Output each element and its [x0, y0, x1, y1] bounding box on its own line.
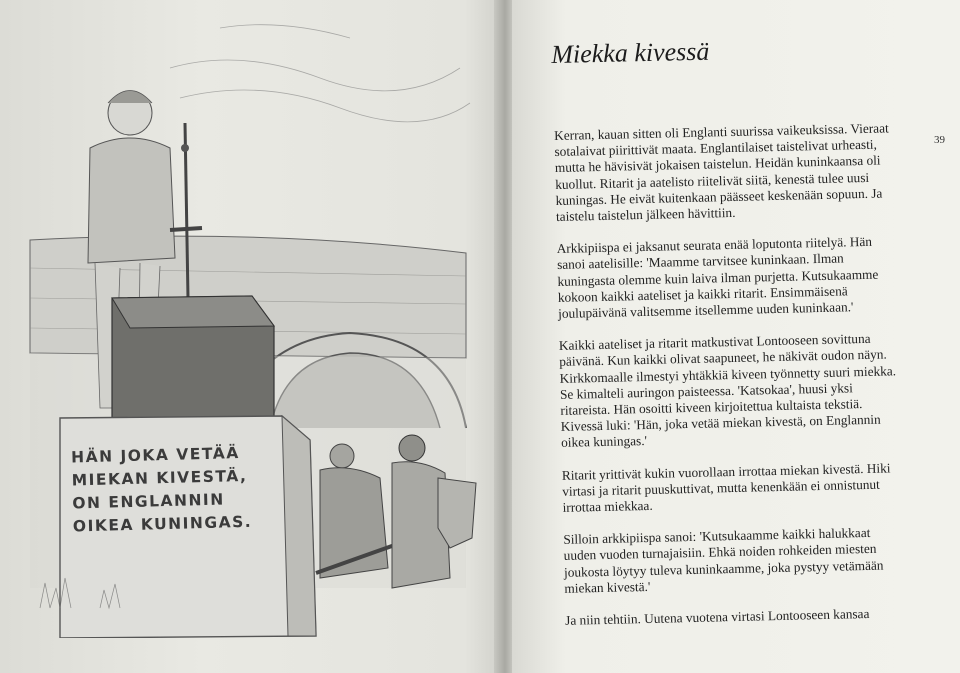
sky-clouds — [170, 25, 470, 122]
paragraph — [562, 459, 935, 516]
stone-inscription — [71, 442, 263, 539]
text-line: irrottaa miekkaa. — [562, 497, 653, 515]
anvil-block — [112, 296, 274, 426]
text-line: kuningas. He eivät kuitenkaan päässeet keskenään sopuun. Ja — [555, 185, 883, 208]
text-line: joukosta löytyy tuleva kuninkaamme, joka pystyy vetämään — [563, 557, 884, 580]
inscription-line: MIEKAN KIVESTÄ, — [71, 466, 248, 490]
text-line: mutta he hävisivät jokaisen taistelun. Heidän kuninkaansa oli — [554, 153, 881, 176]
inscription-line: HÄN JOKA VETÄÄ — [70, 444, 240, 467]
text-line: ritareista. Hän osoitti kiveen kirjoitettua kultaista tekstiä. — [560, 396, 863, 418]
text-line: Kivessä luki: 'Hän, joka vetää miekan kivestä, on Englannin — [560, 411, 881, 435]
paragraph — [554, 120, 928, 226]
text-line: virtasi ja ritarit puuskuttivat, mutta kenenkään ei onnistunut — [562, 476, 880, 499]
text-line: Arkkipiispa ei jaksanut seurata enää loputonta riitelyä. Hän — [556, 234, 873, 257]
text-line: sanoi aatelisille: 'Maamme tarvitsee kuninkaan. Ilman — [556, 250, 844, 273]
text-line: Kerran, kauan sitten oli Englanti suurissa vaikeuksissa. Vieraat — [554, 120, 889, 143]
text-line: Ritarit yrittivät kukin vuorollaan irrottaa miekan kivestä. Hiki — [561, 460, 891, 483]
text-line: kokoon kaikki aateliset ja kaikki ritarit. Ensimmäisenä — [557, 283, 848, 305]
text-line: oikea kuningas.' — [560, 433, 648, 451]
page-title: Miekka kivessä — [551, 36, 710, 69]
sword-in-stone-illustration — [20, 8, 496, 638]
text-line: Kaikki aateliset ja ritarit matkustivat Lontooseen sovittuna — [558, 331, 871, 354]
paragraph — [557, 233, 931, 322]
text-line: Ja niin tehtiin. Uutena vuotena virtasi Lontooseen kansaa — [565, 606, 870, 628]
text-line: kuollut. Ritarit ja aatelisto riitelivät siitä, kenestä tulee uusi — [555, 169, 870, 192]
text-line: sotalaivat piirittivät maata. Englantilaiset taistelivat urheasti, — [554, 136, 877, 160]
inscription-line: ON ENGLANNIN — [72, 490, 225, 513]
text-line: miekan kivestä.' — [564, 578, 651, 596]
inscription-line: OIKEA KUNINGAS. — [72, 512, 253, 536]
text-line: kuningasta olemme kuin laiva ilman purjetta. Kutsukaamme — [557, 266, 879, 289]
paragraph — [565, 605, 937, 630]
text-line: taistelu taistelun jälkeen hävittiin. — [555, 204, 736, 224]
text-line: päivänä. Kun kaikki olivat saapuneet, he näkivät oudon näyn. — [559, 346, 887, 370]
text-line: Kirkkomaalle ilmestyi yhtäkkiä kiveen työnnetty suuri miekka. — [559, 362, 897, 386]
paragraph — [559, 330, 933, 452]
paragraph — [563, 524, 936, 597]
body-text — [554, 120, 938, 646]
text-line: uuden vuoden turnajaisiin. Ehkä noiden rohkeiden miesten — [563, 541, 877, 564]
text-line: Se kimalteli auringon paisteessa. 'Katsokaa', huusi yksi — [559, 380, 853, 402]
text-line: joulupäivänä valitsemme itsellemme uuden kuninkaan.' — [558, 299, 854, 321]
text-line: Silloin arkkipiispa sanoi: 'Kutsukaamme kaikki halukkaat — [563, 525, 871, 548]
page-number: 39 — [934, 134, 945, 146]
